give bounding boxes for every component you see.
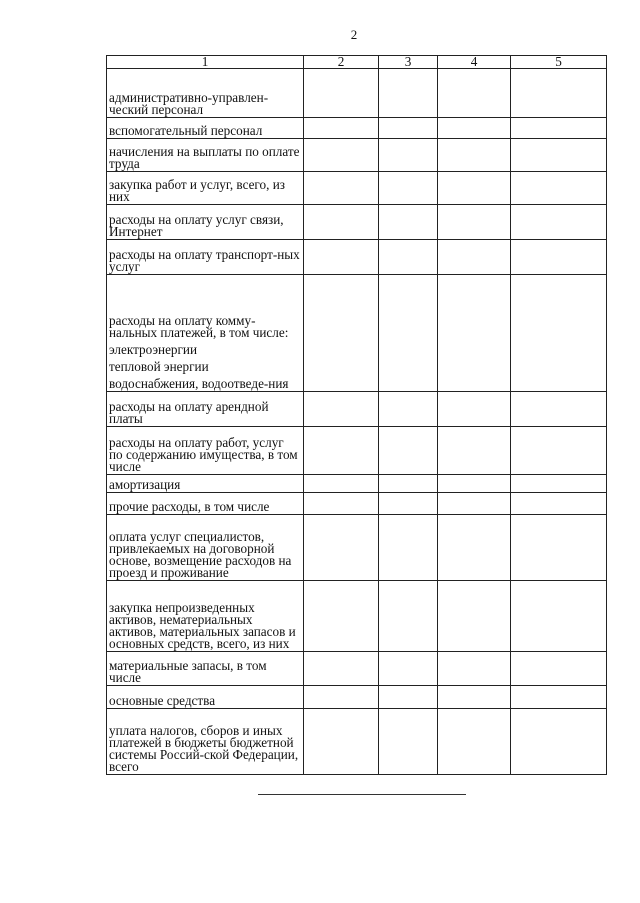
row-label [107,118,304,139]
value-cell-col-2 [304,118,379,139]
row-label-text: закупка работ и услуг, всего, из них [109,177,285,204]
row-label-text: водоснабжения, водоотведе-ния [109,376,289,391]
row-label [107,652,304,686]
row-label [107,515,304,581]
value-cell-col-2 [304,69,379,118]
value-cell-col-3 [379,515,438,581]
table-row [107,652,607,686]
table-row [107,240,607,275]
row-label [107,493,304,515]
table-row [107,709,607,775]
value-cell-col-5 [511,652,607,686]
value-cell-col-2 [304,139,379,172]
table-row [107,475,607,493]
value-cell-col-5 [511,240,607,275]
row-label-text: уплата налогов, сборов и иных платежей в бюджеты бюджетной системы Россий-ской Федерации, всего [109,723,299,774]
value-cell-col-5 [511,139,607,172]
row-label [107,392,304,427]
value-cell-col-5 [511,686,607,709]
row-label [107,139,304,172]
row-label [107,69,304,118]
row-label-text: расходы на оплату услуг связи, Интернет [109,212,284,239]
value-cell-col-5 [511,118,607,139]
value-cell-col-5 [511,475,607,493]
value-cell-col-5 [511,515,607,581]
row-label-text: административно-управлен-ческий персонал [109,90,269,117]
row-label-text: амортизация [109,477,181,492]
budget-table [106,55,607,775]
value-cell-col-2 [304,240,379,275]
value-cell-col-4 [438,240,511,275]
value-cell-col-2 [304,515,379,581]
row-label-text: начисления на выплаты по оплате труда [109,144,300,171]
row-label-text: расходы на оплату комму-нальных платежей, в том числе: [109,313,289,340]
value-cell-col-2 [304,686,379,709]
row-label-text: прочие расходы, в том числе [109,499,270,514]
value-cell-col-3 [379,493,438,515]
row-label-text: расходы на оплату работ, услуг по содержанию имущества, в том числе [109,435,298,474]
signature-line [258,794,466,795]
value-cell-col-4 [438,172,511,205]
value-cell-col-5 [511,275,607,392]
column-header-1: 1 [107,56,304,69]
value-cell-col-3 [379,475,438,493]
value-cell-col-5 [511,493,607,515]
value-cell-col-2 [304,275,379,392]
column-header-2: 2 [304,56,379,69]
value-cell-col-4 [438,652,511,686]
row-label-text: материальные запасы, в том числе [109,658,267,685]
table-row [107,275,607,392]
column-header-3: 3 [379,56,438,69]
value-cell-col-4 [438,69,511,118]
value-cell-col-2 [304,392,379,427]
column-header-4: 4 [438,56,511,69]
row-label-text: расходы на оплату арендной платы [109,399,269,426]
value-cell-col-4 [438,118,511,139]
value-cell-col-3 [379,709,438,775]
table-row [107,392,607,427]
value-cell-col-2 [304,172,379,205]
row-label-text: основные средства [109,693,216,708]
value-cell-col-3 [379,275,438,392]
row-label [107,172,304,205]
value-cell-col-5 [511,581,607,652]
value-cell-col-3 [379,427,438,475]
value-cell-col-5 [511,427,607,475]
row-label [107,205,304,240]
table-row [107,515,607,581]
value-cell-col-4 [438,493,511,515]
value-cell-col-3 [379,686,438,709]
value-cell-col-4 [438,581,511,652]
value-cell-col-2 [304,709,379,775]
row-label-text: тепловой энергии [109,359,209,374]
table-row [107,427,607,475]
value-cell-col-2 [304,475,379,493]
row-label [107,275,304,392]
row-label-text: расходы на оплату транспорт-ных услуг [109,247,300,274]
value-cell-col-4 [438,515,511,581]
row-label-text: электроэнергии [109,342,198,357]
value-cell-col-3 [379,240,438,275]
column-header-5: 5 [511,56,607,69]
value-cell-col-4 [438,205,511,240]
value-cell-col-4 [438,139,511,172]
value-cell-col-3 [379,69,438,118]
value-cell-col-3 [379,652,438,686]
table-row [107,205,607,240]
value-cell-col-3 [379,118,438,139]
page-number: 2 [350,27,358,42]
value-cell-col-5 [511,392,607,427]
table-row [107,581,607,652]
value-cell-col-3 [379,392,438,427]
row-label [107,240,304,275]
table-row [107,493,607,515]
row-label-text: оплата услуг специалистов, привлекаемых на договорной основе, возмещение расходов на проезд и проживание [109,529,292,580]
value-cell-col-3 [379,205,438,240]
row-label-text: закупка непроизведенных активов, нематериальных активов, материальных запасов и основных средств, всего, из них [109,600,296,651]
value-cell-col-5 [511,205,607,240]
value-cell-col-3 [379,581,438,652]
row-label [107,427,304,475]
value-cell-col-3 [379,172,438,205]
row-label [107,581,304,652]
value-cell-col-4 [438,392,511,427]
value-cell-col-4 [438,709,511,775]
value-cell-col-5 [511,172,607,205]
table-row [107,118,607,139]
value-cell-col-4 [438,686,511,709]
value-cell-col-2 [304,493,379,515]
row-label [107,709,304,775]
table-row [107,172,607,205]
value-cell-col-4 [438,275,511,392]
header-row [107,56,607,69]
value-cell-col-2 [304,652,379,686]
row-label [107,475,304,493]
row-label-text: вспомогательный персонал [109,123,263,138]
value-cell-col-5 [511,709,607,775]
table-row [107,139,607,172]
table-row [107,686,607,709]
value-cell-col-3 [379,139,438,172]
value-cell-col-4 [438,427,511,475]
value-cell-col-2 [304,427,379,475]
value-cell-col-2 [304,205,379,240]
value-cell-col-4 [438,475,511,493]
value-cell-col-2 [304,581,379,652]
value-cell-col-5 [511,69,607,118]
row-label [107,686,304,709]
table-row [107,69,607,118]
